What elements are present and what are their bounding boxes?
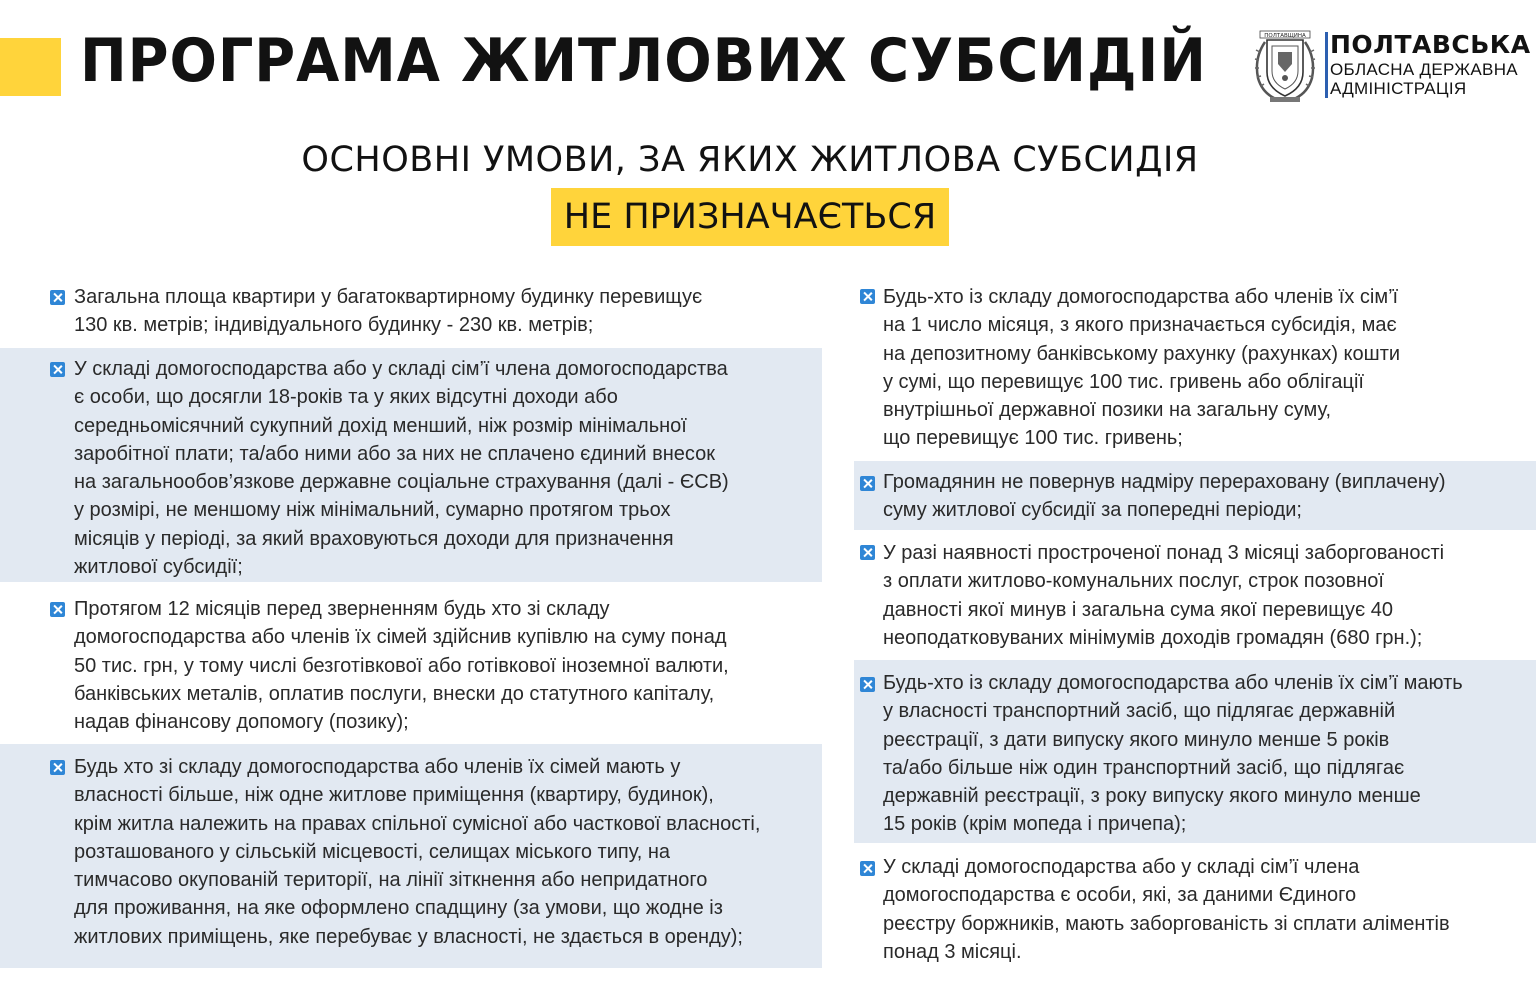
poltava-coat-of-arms-icon: [1252, 28, 1318, 104]
condition-item: [854, 461, 1536, 530]
condition-text: Будь хто зі складу домогосподарства або членів їх сімей мають у власності більше, ніж одне житлове приміщення (квартиру, будинок), крім житла належить на правах спільної сумісної або часткової власності, розташованого у сільській місцевості, селищах міського типу, на тимчасово окупованій території, на лінії зіткнення або непридатного для проживання, на яке оформлено спадщину (за умови, що жодне із житлових приміщень, яке перебуває у власності, не здається в оренду);: [74, 756, 761, 948]
header-accent-bar: [0, 38, 61, 96]
checkbox-x-icon: [860, 677, 875, 692]
condition-item: [854, 660, 1536, 843]
checkbox-x-icon: [50, 362, 65, 377]
logo-org-line2: ОБЛАСНА ДЕРЖАВНА: [1330, 60, 1518, 79]
logo-org-name: ПОЛТАВСЬКА: [1330, 30, 1531, 59]
condition-item: [0, 744, 822, 968]
subtitle-highlight: НЕ ПРИЗНАЧАЄТЬСЯ: [551, 188, 949, 246]
logo-org-line3: АДМІНІСТРАЦІЯ: [1330, 79, 1467, 98]
checkbox-x-icon: [50, 760, 65, 775]
crest-caption: ПОЛТАВЩИНА: [1264, 33, 1306, 39]
checkbox-x-icon: [860, 289, 875, 304]
oda-logo: [1252, 28, 1531, 104]
condition-text: У складі домогосподарства або у складі сім’ї члена домогосподарства є особи, що досягли 18-років та у яких відсутні доходи або середньомісячний сукупний дохід менший, ніж розмір мінімальної заробітної плати; та/або ними або за них не сплачено єдиний внесок на загальнообов’язкове державне соціальне страхування (далі - ЄСВ) у розмірі, не меншому ніж мінімальний, сумарно протягом трьох місяців у періоді, за який враховуються доходи для призначення житлової субсидії;: [74, 358, 729, 579]
checkbox-x-icon: [50, 602, 65, 617]
condition-text: Громадянин не повернув надміру перераховану (виплачену) суму житлової субсидії за попередні періоди;: [883, 471, 1446, 522]
condition-text: Будь-хто із складу домогосподарства або членів їх сім’ї мають у власності транспортний засіб, що підлягає державній реєстрації, з дати випуску якого минуло менше 5 років та/або більше ніж один транспортний засіб, що підлягає державній реєстрації, з року випуску якого минуло менше 15 років (крім мопеда і причепа);: [883, 672, 1463, 836]
condition-text: Будь-хто із складу домогосподарства або членів їх сім’ї на 1 число місяця, з якого призначається субсидія, має на депозитному банківському рахунку (рахунках) кошти у сумі, що перевищує 100 тис. гривень або облігації внутрішньої державної позики на загальну суму, що перевищує 100 тис. гривень;: [883, 286, 1401, 450]
condition-text: Протягом 12 місяців перед зверненням будь хто зі складу домогосподарства або членів їх сімей здійснив купівлю на суму понад 50 тис. грн, у тому числі безготівкової або готівкової іноземної валюти, банківських металів, оплатив послуги, внески до статутного капіталу, надав фінансову допомогу (позику);: [74, 598, 729, 734]
condition-item: [0, 348, 822, 582]
condition-item: [854, 535, 1536, 655]
condition-text: У складі домогосподарства або у складі сім’ї члена домогосподарства є особи, які, за даними Єдиного реєстру боржників, мають заборгованість зі сплати аліментів понад 3 місяці.: [883, 856, 1450, 963]
condition-text: Загальна площа квартири у багатоквартирному будинку перевищує 130 кв. метрів; індивідуального будинку - 230 кв. метрів;: [74, 286, 703, 337]
condition-item: [0, 280, 822, 344]
checkbox-x-icon: [860, 476, 875, 491]
checkbox-x-icon: [50, 290, 65, 305]
checkbox-x-icon: [860, 861, 875, 876]
condition-item: [0, 588, 822, 740]
subtitle: ОСНОВНІ УМОВИ, ЗА ЯКИХ ЖИТЛОВА СУБСИДІЯ: [301, 140, 1199, 180]
page-title: ПРОГРАМА ЖИТЛОВИХ СУБСИДІЙ: [80, 26, 1207, 96]
condition-text: У разі наявності простроченої понад 3 місяці заборгованості з оплати житлово-комунальних послуг, строк позовної давності якої минув і загальна сума якої перевищує 40 неоподатковуваних мінімумів доходів громадян (680 грн.);: [883, 542, 1445, 649]
condition-item: [854, 280, 1536, 456]
logo-divider: [1325, 32, 1328, 98]
checkbox-x-icon: [860, 545, 875, 560]
condition-item: [854, 848, 1536, 968]
